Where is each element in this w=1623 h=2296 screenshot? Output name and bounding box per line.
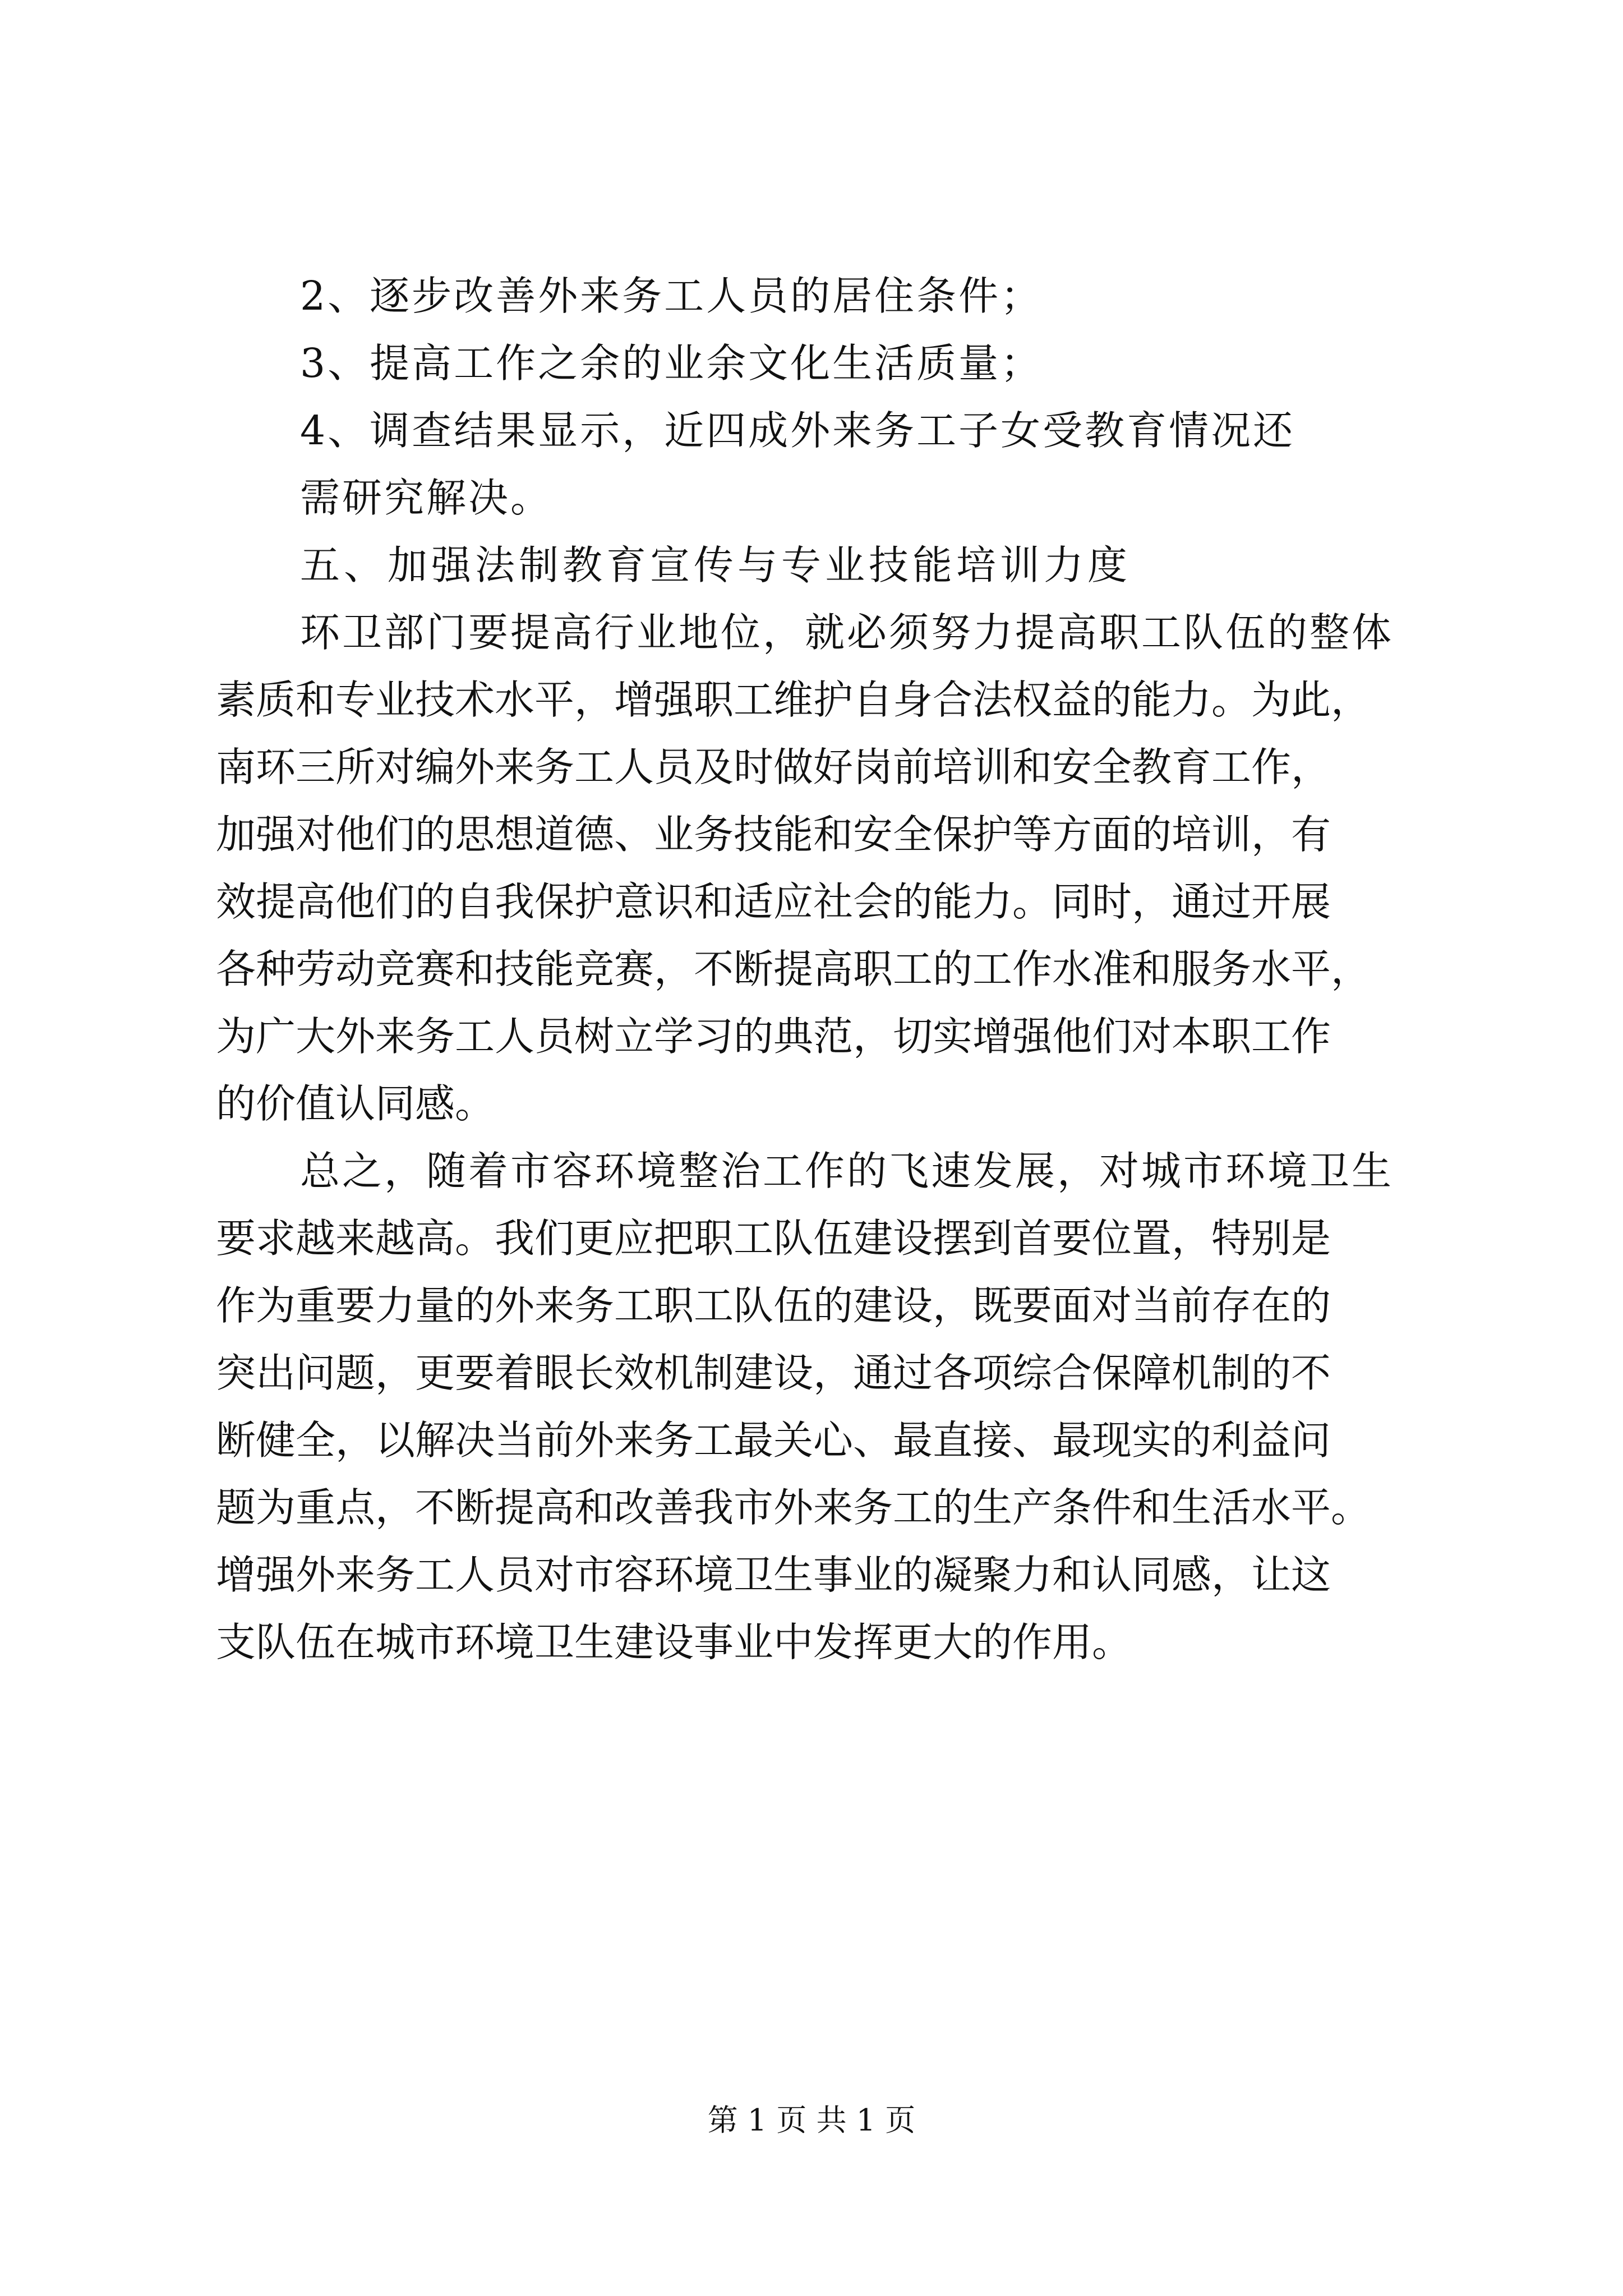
paragraph-line: 效提高他们的自我保护意识和适应社会的能力。同时，通过开展 — [216, 878, 1331, 925]
section-heading: 五、加强法制教育宣传与专业技能培训力度 — [300, 542, 1132, 588]
paragraph-line: 各种劳动竞赛和技能竞赛，不断提高职工的工作水准和服务水平， — [216, 946, 1371, 992]
paragraph-line: 环卫部门要提高行业地位，就必须努力提高职工队伍的整体 — [300, 609, 1394, 656]
paragraph-line: 题为重点，不断提高和改善我市外来务工的生产条件和生活水平。 — [216, 1484, 1371, 1531]
paragraph-line: 总之，随着市容环境整治工作的飞速发展，对城市环境卫生 — [300, 1148, 1394, 1194]
paragraph-line: 断健全，以解决当前外来务工最关心、最直接、最现实的利益问 — [216, 1417, 1331, 1464]
paragraph-line: 增强外来务工人员对市容环境卫生事业的凝聚力和认同感，让这 — [216, 1552, 1331, 1598]
paragraph-line: 素质和专业技术水平，增强职工维护自身合法权益的能力。为此， — [216, 677, 1371, 723]
list-item: 2、逐步改善外来务工人员的居住条件； — [300, 273, 1043, 319]
paragraph-line: 加强对他们的思想道德、业务技能和安全保护等方面的培训，有 — [216, 811, 1331, 858]
paragraph-line: 的价值认同感。 — [216, 1080, 495, 1127]
list-item: 4、调查结果显示，近四成外来务工子女受教育情况还 — [300, 407, 1295, 454]
page-number-footer: 第 1 页 共 1 页 — [707, 2102, 916, 2138]
paragraph-line: 支队伍在城市环境卫生建设事业中发挥更大的作用。 — [216, 1619, 1132, 1665]
document-body — [216, 263, 1426, 1676]
paragraph-line: 为广大外来务工人员树立学习的典范，切实增强他们对本职工作 — [216, 1013, 1331, 1060]
paragraph-line: 突出问题，更要着眼长效机制建设，通过各项综合保障机制的不 — [216, 1350, 1331, 1396]
list-item-continuation: 需研究解决。 — [300, 475, 553, 521]
list-item: 3、提高工作之余的业余文化生活质量； — [300, 340, 1043, 386]
paragraph-line: 要求越来越高。我们更应把职工队伍建设摆到首要位置，特别是 — [216, 1215, 1331, 1262]
paragraph-line: 作为重要力量的外来务工职工队伍的建设，既要面对当前存在的 — [216, 1282, 1331, 1329]
paragraph-line: 南环三所对编外来务工人员及时做好岗前培训和安全教育工作， — [216, 744, 1331, 790]
